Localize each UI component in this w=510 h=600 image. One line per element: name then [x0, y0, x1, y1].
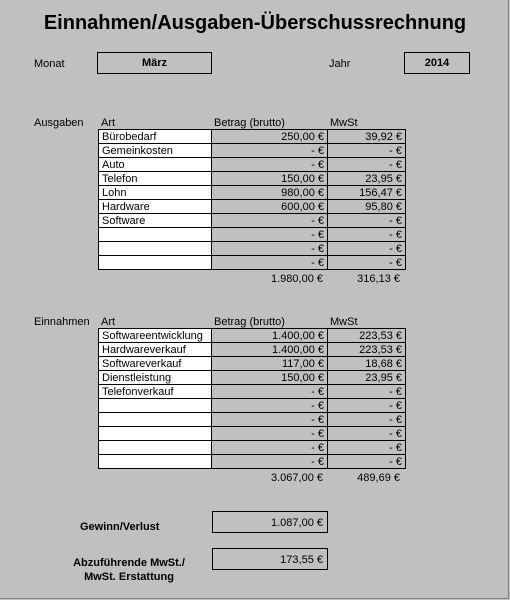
cell-art[interactable]	[99, 455, 212, 469]
cell-mwst[interactable]: - €	[328, 242, 406, 256]
cell-mwst[interactable]: - €	[328, 455, 406, 469]
cell-betrag[interactable]: - €	[212, 158, 328, 172]
table-row	[99, 357, 406, 371]
cell-betrag[interactable]: 150,00 €	[212, 172, 328, 186]
page-title: Einnahmen/Ausgaben-Überschussrechnung	[43, 12, 467, 34]
cell-mwst[interactable]: - €	[328, 228, 406, 242]
cell-mwst[interactable]: - €	[328, 413, 406, 427]
table-row	[99, 242, 406, 256]
cell-mwst[interactable]: - €	[328, 256, 406, 270]
jahr-label: Jahr	[329, 58, 351, 70]
cell-betrag[interactable]: - €	[212, 214, 328, 228]
einnahmen-total-mwst: 489,69 €	[357, 472, 400, 484]
ausgaben-total-betrag: 1.980,00 €	[271, 273, 323, 285]
table-row	[99, 186, 406, 200]
jahr-input[interactable]: 2014	[404, 52, 470, 74]
cell-art[interactable]	[99, 242, 212, 256]
cell-art[interactable]	[99, 441, 212, 455]
cell-betrag[interactable]: - €	[212, 228, 328, 242]
mwst-result-label-line2: MwSt. Erstattung	[84, 571, 174, 583]
cell-mwst[interactable]: - €	[328, 399, 406, 413]
table-row	[99, 158, 406, 172]
cell-betrag[interactable]: 117,00 €	[212, 357, 328, 371]
cell-art[interactable]: Telefon	[99, 172, 212, 186]
cell-art[interactable]	[99, 228, 212, 242]
cell-mwst[interactable]: 23,95 €	[328, 371, 406, 385]
table-row	[99, 130, 406, 144]
cell-mwst[interactable]: - €	[328, 214, 406, 228]
ausgaben-total-mwst: 316,13 €	[357, 273, 400, 285]
mwst-result-label-line1: Abzuführende MwSt./	[73, 557, 185, 569]
cell-art[interactable]	[99, 413, 212, 427]
cell-betrag[interactable]: - €	[212, 144, 328, 158]
cell-mwst[interactable]: - €	[328, 441, 406, 455]
table-row	[99, 385, 406, 399]
cell-mwst[interactable]: - €	[328, 158, 406, 172]
ausgaben-col-mwst: MwSt	[330, 117, 358, 129]
cell-art[interactable]	[99, 427, 212, 441]
einnahmen-col-betrag: Betrag (brutto)	[214, 316, 285, 328]
cell-betrag[interactable]: 600,00 €	[212, 200, 328, 214]
mwst-result-label	[62, 556, 196, 584]
cell-betrag[interactable]: 150,00 €	[212, 371, 328, 385]
cell-mwst[interactable]: 23,95 €	[328, 172, 406, 186]
cell-betrag[interactable]: - €	[212, 455, 328, 469]
table-row	[99, 413, 406, 427]
monat-input[interactable]: März	[97, 52, 212, 74]
cell-art[interactable]: Hardware	[99, 200, 212, 214]
cell-art[interactable]: Lohn	[99, 186, 212, 200]
cell-mwst[interactable]: 156,47 €	[328, 186, 406, 200]
cell-betrag[interactable]: - €	[212, 441, 328, 455]
table-row	[99, 427, 406, 441]
cell-art[interactable]	[99, 256, 212, 270]
table-row	[99, 256, 406, 270]
table-row	[99, 172, 406, 186]
einnahmen-table	[98, 328, 406, 469]
table-row	[99, 228, 406, 242]
cell-mwst[interactable]: - €	[328, 427, 406, 441]
cell-betrag[interactable]: 980,00 €	[212, 186, 328, 200]
cell-art[interactable]: Hardwareverkauf	[99, 343, 212, 357]
ausgaben-col-art: Art	[101, 117, 116, 129]
cell-mwst[interactable]: 223,53 €	[328, 329, 406, 343]
gewinn-value: 1.087,00 €	[212, 511, 328, 533]
cell-mwst[interactable]: 39,92 €	[328, 130, 406, 144]
cell-betrag[interactable]: 1.400,00 €	[212, 329, 328, 343]
einnahmen-section-label: Einnahmen	[34, 316, 90, 328]
table-row	[99, 455, 406, 469]
cell-betrag[interactable]: - €	[212, 399, 328, 413]
cell-art[interactable]: Bürobedarf	[99, 130, 212, 144]
cell-betrag[interactable]: 1.400,00 €	[212, 343, 328, 357]
table-row	[99, 329, 406, 343]
cell-mwst[interactable]: 18,68 €	[328, 357, 406, 371]
cell-betrag[interactable]: - €	[212, 256, 328, 270]
cell-mwst[interactable]: 95,80 €	[328, 200, 406, 214]
table-row	[99, 343, 406, 357]
table-row	[99, 399, 406, 413]
einnahmen-col-art: Art	[101, 316, 116, 328]
cell-betrag[interactable]: - €	[212, 427, 328, 441]
ausgaben-section-label: Ausgaben	[34, 117, 84, 129]
cell-betrag[interactable]: - €	[212, 385, 328, 399]
cell-art[interactable]: Gemeinkosten	[99, 144, 212, 158]
cell-art[interactable]: Telefonverkauf	[99, 385, 212, 399]
cell-art[interactable]: Auto	[99, 158, 212, 172]
einnahmen-col-mwst: MwSt	[330, 316, 358, 328]
cell-art[interactable]	[99, 399, 212, 413]
table-row	[99, 200, 406, 214]
cell-art[interactable]: Softwareverkauf	[99, 357, 212, 371]
table-row	[99, 144, 406, 158]
table-row	[99, 371, 406, 385]
gewinn-label: Gewinn/Verlust	[80, 521, 160, 533]
cell-mwst[interactable]: 223,53 €	[328, 343, 406, 357]
einnahmen-total-betrag: 3.067,00 €	[271, 472, 323, 484]
ausgaben-col-betrag: Betrag (brutto)	[214, 117, 285, 129]
cell-art[interactable]: Software	[99, 214, 212, 228]
cell-betrag[interactable]: - €	[212, 242, 328, 256]
cell-mwst[interactable]: - €	[328, 144, 406, 158]
cell-art[interactable]: Softwareentwicklung	[99, 329, 212, 343]
table-row	[99, 214, 406, 228]
table-row	[99, 441, 406, 455]
cell-betrag[interactable]: 250,00 €	[212, 130, 328, 144]
mwst-result-value: 173,55 €	[212, 548, 328, 570]
ausgaben-table	[98, 129, 406, 270]
cell-mwst[interactable]: - €	[328, 385, 406, 399]
cell-betrag[interactable]: - €	[212, 413, 328, 427]
cell-art[interactable]: Dienstleistung	[99, 371, 212, 385]
monat-label: Monat	[34, 58, 65, 70]
